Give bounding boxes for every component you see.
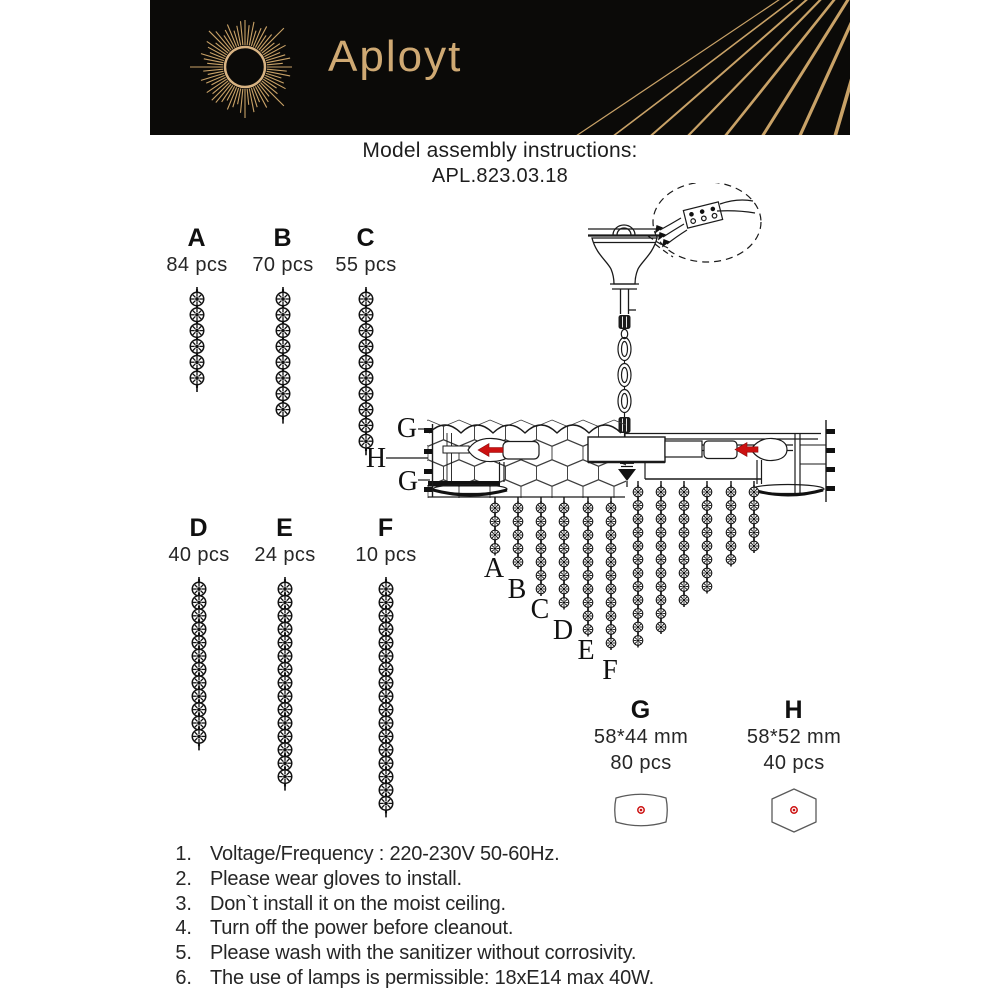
bead-chain-illustration (271, 285, 295, 428)
part-quantity: 70 pcs (252, 254, 314, 276)
instruction-item (168, 868, 654, 893)
diagram-bead-strand (726, 481, 736, 566)
sunburst-logo (190, 20, 292, 118)
strand-label-f: F (602, 655, 618, 686)
instruction-item (168, 917, 654, 942)
part-letter: H (784, 696, 804, 724)
strand-label-c: C (530, 594, 550, 625)
bead-chain-illustration (273, 575, 297, 795)
instruction-item (168, 967, 654, 992)
banner-decoration (150, 0, 850, 135)
wiring-callout (648, 183, 761, 262)
instruction-text: The use of lamps is permissible: 18xE14 max 40W. (210, 966, 654, 989)
instruction-number: 4. (175, 917, 192, 940)
diagram-bead-strand (679, 481, 689, 607)
part-column-h (724, 696, 864, 841)
model-number: APL.823.03.18 (431, 165, 569, 187)
instruction-number: 3. (175, 892, 192, 915)
instruction-text: Please wash with the sanitizer without corrosivity. (210, 942, 637, 965)
crystal-shape (754, 784, 834, 836)
candle-bulb-left (468, 438, 539, 482)
strand-label-e: E (577, 635, 595, 666)
label-g-top: G (396, 413, 418, 444)
instruction-text: Don`t install it on the moist ceiling. (210, 892, 506, 915)
strand-label-d: D (552, 615, 574, 646)
bead-chain-illustration (187, 575, 211, 754)
diagram-bead-strand (536, 497, 546, 596)
brand-banner (150, 0, 850, 135)
terminal-block-icon (655, 200, 755, 248)
title-block (0, 139, 1000, 188)
rays-decoration (570, 0, 850, 135)
instruction-item (168, 843, 654, 868)
part-letter: B (273, 224, 293, 252)
part-quantity: 24 pcs (254, 544, 316, 566)
part-letter: C (356, 224, 376, 252)
part-letter: A (187, 224, 207, 252)
instruction-item (168, 942, 654, 967)
label-h-mid: H (365, 443, 387, 474)
diagram-bead-strand (702, 481, 712, 593)
instruction-number: 2. (175, 867, 192, 890)
crystal-shape (601, 784, 681, 836)
instruction-number: 1. (175, 843, 192, 865)
part-size: 58*52 mm (746, 726, 842, 748)
instruction-number: 6. (175, 966, 192, 989)
ceiling-canopy (588, 225, 660, 314)
diagram-bead-strand (490, 497, 500, 555)
diagram-bead-strand (656, 481, 666, 634)
chandelier-diagram (355, 183, 855, 693)
instruction-text: Voltage/Frequency : 220-230V 50-60Hz. (210, 843, 560, 865)
part-quantity: 84 pcs (166, 254, 228, 276)
diagram-bead-strand (749, 481, 759, 553)
label-g-bottom: G (397, 466, 419, 497)
instruction-item (168, 893, 654, 918)
instruction-number: 5. (175, 942, 192, 965)
part-quantity: 40 pcs (168, 544, 230, 566)
bead-chain-illustration (185, 285, 209, 396)
diagram-bead-strand (583, 497, 593, 636)
instruction-text: Please wear gloves to install. (210, 867, 462, 890)
part-size: 58*44 mm (593, 726, 689, 748)
part-quantity: 40 pcs (763, 752, 825, 774)
instructions-list (168, 843, 654, 992)
part-letter: E (276, 514, 294, 542)
part-quantity: 80 pcs (610, 752, 672, 774)
part-letter: G (630, 696, 652, 724)
part-column-e (230, 514, 340, 800)
strand-label-a: A (483, 553, 505, 584)
diagram-bead-strand (606, 497, 616, 650)
instruction-text: Turn off the power before cleanout. (210, 917, 514, 940)
strand-letter-labels (484, 553, 618, 686)
diagram-bead-strand (513, 497, 523, 569)
page-title: Model assembly instructions: (362, 139, 638, 162)
part-letter: D (189, 514, 209, 542)
part-letter: F (377, 514, 395, 542)
brand-logo-text: Aployt (328, 32, 463, 81)
hanging-chain (618, 315, 631, 440)
part-quantity: 10 pcs (355, 544, 417, 566)
strand-label-b: B (507, 574, 527, 605)
side-part-labels (366, 413, 430, 497)
diagram-bead-strand (633, 481, 643, 647)
part-quantity: 55 pcs (335, 254, 397, 276)
part-column-g (571, 696, 711, 841)
diagram-bead-strand (559, 497, 569, 609)
